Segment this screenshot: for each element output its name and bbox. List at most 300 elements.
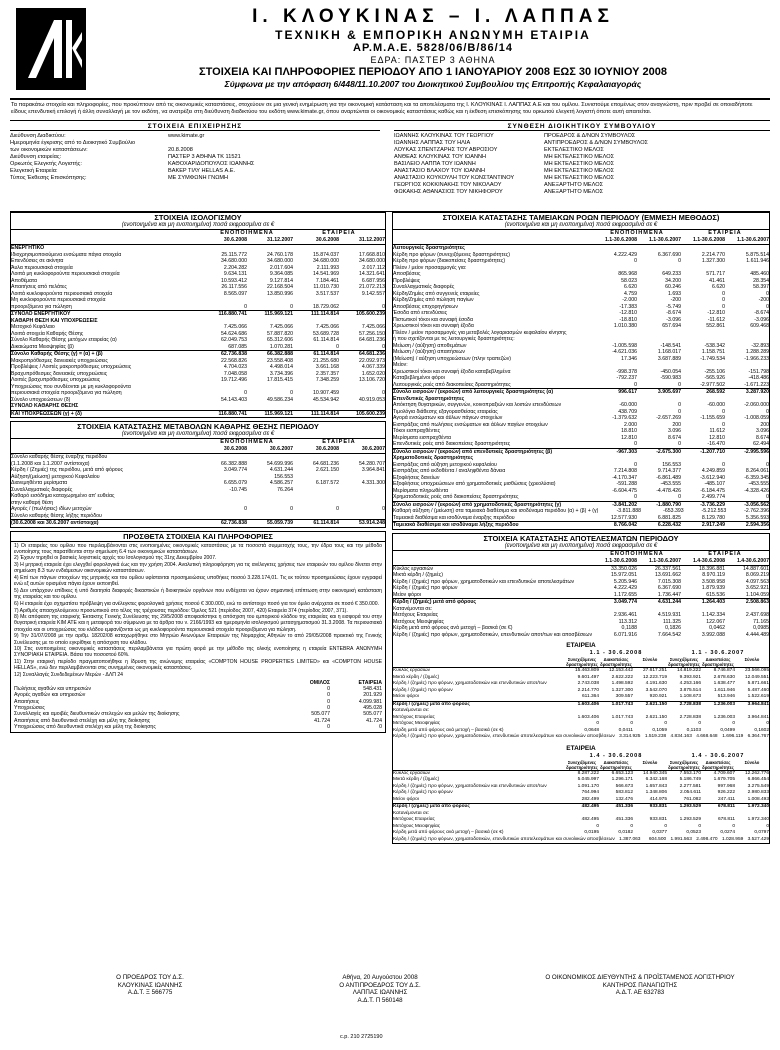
row-value: 3.661.168 [315, 364, 339, 370]
sig-id: Α.Δ.Τ. Ξ 566775 [127, 989, 173, 996]
row-value: 2.743.038 [577, 681, 599, 686]
registry-number: ΑΡ.Μ.Α.Ε. 5828/06/Β/86/14 [353, 42, 513, 54]
row-value: 926.222 [717, 790, 735, 795]
row-value: 0 [382, 390, 385, 396]
row-value: -3.841.202 [612, 501, 637, 508]
row-value: 3.287.920 [745, 389, 769, 395]
row-value: 22.168.504 [267, 284, 293, 290]
row-value: 566.673 [615, 783, 633, 789]
row-label: Μετοχικό Κεφάλαιο [11, 324, 55, 330]
row-value: -3.096 [754, 316, 769, 323]
info-row [394, 168, 770, 175]
row-value: 2.621.150 [645, 714, 667, 720]
row-value: 2.017.112 [362, 264, 385, 271]
group-spacer [393, 551, 593, 558]
column-group-header [11, 439, 385, 446]
row-value: 1.879.939 [701, 585, 725, 591]
row-value: 6.071.916 [613, 631, 637, 638]
group-consolidated: ΕΝΟΠΟΙΗΜΕΝΑ [610, 230, 664, 236]
row-value: 71.165 [753, 618, 769, 625]
row-value: 26.337.561 [655, 565, 681, 572]
row-label: ΚΑΙ ΥΠΟΧΡΕΩΣΕΩΝ (γ) + (δ) [11, 410, 82, 417]
info-row [394, 147, 770, 154]
equity-title: ΣΤΟΙΧΕΙΑ ΚΑΤΑΣΤΑΣΗΣ ΜΕΤΑΒΟΛΩΝ ΚΑΘΑΡΗΣ ΘΕΣΗΣ ΠΕΡΙΟΔΟΥ [77, 422, 319, 431]
row-value: 58.397 [753, 284, 769, 290]
row-value: 1.327.300 [611, 687, 633, 693]
row-value: -591.288 [616, 481, 637, 487]
row-value: -1.155.659 [700, 415, 725, 421]
block-column-header: Διακοπείσες δραστηριότητες [600, 657, 632, 667]
row-value: 8.069.219 [745, 572, 769, 578]
row-value: 27.617.251 [642, 668, 667, 673]
notes-title: ΠΡΟΣΘΕΤΑ ΣΤΟΙΧΕΙΑ ΚΑΙ ΠΛΗΡΟΦΟΡΙΕΣ [11, 532, 385, 542]
company-subtitle: ΤΕΧΝΙΚΗ & ΕΜΠΟΡΙΚΗ ΑΝΩΝΥΜΗ ΕΤΑΙΡΙΑ [275, 28, 591, 42]
block-group-2: 1.1 - 30.6.2007 [691, 650, 745, 656]
row-value: 0 [664, 721, 667, 726]
info-row [10, 133, 380, 140]
row-value: 3.964.841 [361, 467, 385, 473]
row-value: 1.293.529 [679, 804, 701, 809]
row-value: 3.508.958 [701, 578, 725, 585]
row-value: 0 [766, 823, 769, 829]
row-value: -6.861.489 [656, 474, 681, 481]
row-value: 60.246 [665, 284, 681, 290]
row-label: Κέρδη / (ζημιές) μετά από φόρους [393, 804, 470, 809]
row-value: 1.603.406 [577, 714, 599, 720]
row-value: 8.970.119 [702, 572, 725, 578]
row-value: -16.470 [707, 441, 725, 447]
row-value: 66.382.888 [221, 460, 247, 467]
row-value: -418.486 [748, 375, 769, 381]
row-label: Βραχυπρόθεσμες δανειακές υποχρεώσεις [11, 370, 108, 377]
row-value: 17.668.810 [359, 251, 385, 258]
row-value: -11.612 [707, 316, 725, 323]
row-value: 156.553 [274, 473, 293, 480]
row-label: Συναλλαγματικές διαφορές [11, 486, 73, 493]
row-label: Άυλα περιουσιακά στοιχεία [11, 264, 73, 271]
row-value: 997.968 [717, 783, 735, 789]
rp-company-value: 548.431 [363, 686, 382, 693]
row-value: 4.067.339 [361, 364, 385, 370]
row-value: 0 [630, 823, 633, 829]
row-value: 0 [732, 823, 735, 829]
row-value: 6.367.690 [657, 585, 681, 591]
company-address: ΕΔΡΑ: ΠΑΣΤΕΡ 3 ΑΘΗΝΑ [370, 55, 496, 65]
block-row [393, 797, 769, 804]
row-value: 2.054.611 [680, 790, 701, 795]
row-value: -151.798 [748, 368, 769, 375]
row-value: -8.674 [754, 310, 769, 316]
row-label: Πιστωτικοί τόκοι και συναφή έσοδα [393, 316, 473, 323]
row-value: 61.114.814 [313, 351, 339, 357]
row-label: Χρεωστικοί τόκοι και συναφή έξοδα [393, 323, 474, 329]
row-value: 1.498.592 [611, 681, 633, 686]
row-value: 64.681.236 [359, 351, 385, 357]
row-value: 8.129.780 [701, 514, 725, 521]
row-value: 0,0499 [720, 727, 735, 733]
row-value: 18.810 [621, 428, 637, 434]
row-value: 438.709 [618, 408, 637, 415]
row-value: 247.411 [718, 796, 735, 802]
row-value: 6.866.454 [747, 777, 769, 782]
row-value: 7.425.066 [269, 324, 293, 330]
row-value: 4.253.166 [679, 681, 701, 686]
info-value: ΑΝΤΙΠΡΟΕΔΡΟΣ & Δ/ΝΩΝ ΣΥΜΒΟΥΛΟΣ [544, 140, 648, 146]
group-consolidated: ΕΝΟΠΟΙΗΜΕΝΑ [610, 550, 664, 557]
row-value: -2.060.000 [744, 402, 769, 408]
info-value: ΕΚΤΕΛΕΣΤΙΚΟ ΜΕΛΟΣ [544, 147, 604, 153]
intro-text: Τα παρακάτω στοιχεία και πληροφορίες, που προκύπτουν από τις οικονομικές καταστάσεις, στοχεύουν σε μια γενική ενημέρωση για την οικονομική κατάσταση και τα αποτελέσματα της Ι. ΚΛΟΥΚΙΝΑΣ Ι. ΛΑΠΠΑΣ Α.Ε και του ομίλου. Συνιστούμε επομένως στον αναγνώστη, πριν προβεί σε οποιαδήποτε είδους επενδυτική επιλογή ή άλλη συναλλαγή με τον εκδότη, να ανατρέξει στη διεύθυνση διαδικτύου του εκδότη www.kimate.gr, όπου αναρτώνται οι οικονομικές καταστάσεις καθώς και η έκθεση επισκόπησης του ορκωτού ελεγκτή λογιστή όποτε αυτή απαιτείται. [10, 100, 770, 121]
signature-chairman [50, 974, 250, 997]
row-value [201, 403, 247, 410]
row-value: 0,0182 [618, 830, 633, 835]
note-paragraph: 8) Με απόφαση της εταιρικής Έκτακτης Γενικής Συνέλευσης της 29/5/2008 αποφασίστηκε η απόσχιση του εμπορικού κλάδου της εταιρείας και η εισφορά του στην θυγατρική εταιρεία ΚΙΜ ΑΤΕ και η μεταφορά του σύμφωνα με τα άρθρα του ν. 2166/1993 και ημερομηνία ισολογισμού μετασχηματισμού 31.3.2008. Τα περιουσιακά στοιχεία και οι υποχρεώσεις του κλάδου εμφανίζονται ως μη κυκλοφορούντα περιουσιακά στοιχεία προοριζόμενα για πώληση. [14, 614, 382, 633]
row-value: 18.729.062 [313, 303, 339, 310]
row-value: 1.236.003 [713, 714, 735, 720]
block-row [393, 837, 769, 844]
row-value: 649.233 [662, 271, 681, 277]
row-label: Κέρδη / (ζημιές) προ φόρων [393, 790, 453, 795]
logo-mark-icon [16, 8, 86, 90]
row-value: 15.972.051 [611, 572, 637, 578]
table-row [11, 350, 385, 358]
row-value: 2.621.150 [645, 701, 667, 707]
info-value: ΑΝΕΞΑΡΤΗΤΟ ΜΕΛΟΣ [544, 189, 604, 195]
row-value: 0 [722, 290, 725, 297]
row-value: 200 [672, 421, 681, 428]
row-value: 9.142.557 [361, 290, 385, 297]
row-label: Διανεμηθέντα μερίσματα [11, 480, 68, 486]
info-row [394, 161, 770, 168]
row-value: 0 [678, 494, 681, 500]
column-group-header [11, 230, 385, 237]
row-value: 22.568.826 [221, 357, 247, 364]
rp-group-value: 0 [327, 723, 330, 730]
row-value: 11.010.730 [313, 284, 339, 290]
row-label: (Μείωση) / αύξηση υποχρεώσεων (πλην τραπεζών) [393, 355, 512, 362]
row-value: 604.500 [648, 836, 667, 842]
row-value: 0 [722, 421, 725, 428]
column-header: 30.6.2007 [269, 446, 293, 452]
row-label: Σύνολο εισροών / (εκροών) από επενδυτικές δραστηριότητες (β) [393, 448, 553, 455]
group-company: ΕΤΑΙΡΕΙΑ [708, 230, 742, 236]
rp-label: Υποχρεώσεις [14, 704, 45, 711]
row-value: 1.168.017 [657, 349, 681, 355]
row-value: 7.214.808 [613, 468, 637, 474]
row-value: 482.495 [581, 817, 599, 822]
row-label: Απόκτηση θυγατρικών, συγγενών, κοινοπραξιών και λοιπών επενδύσεων [393, 402, 562, 408]
row-value: -4.478.426 [656, 487, 681, 494]
row-value: 0,0195 [584, 830, 599, 835]
info-row [394, 140, 770, 147]
row-value: 6.367.690 [657, 251, 681, 258]
row-value: 25.115.772 [221, 251, 247, 258]
row-value: 1.611.946 [714, 687, 735, 693]
row-value: 0 [722, 461, 725, 468]
row-label: Συναλλαγματικές διαφορές [393, 284, 455, 290]
row-value: 1.348.806 [645, 790, 667, 795]
row-value: 24.760.178 [267, 251, 293, 258]
row-value: -1.671.223 [744, 381, 769, 388]
row-value: 10.907.459 [313, 390, 339, 396]
row-label: ΚΑΘΑΡΗ ΘΕΣΗ ΚΑΙ ΥΠΟΧΡΕΩΣΕΙΣ [11, 317, 98, 324]
table-row [393, 501, 769, 509]
row-value: 0,1059 [652, 727, 667, 733]
row-value: 3.049.774 [223, 467, 247, 473]
printer-code: c.p. 210 2725190 [340, 1034, 383, 1040]
row-label: Ταμειακά διαθέσιμα και ισοδύναμα λήξης περιόδου [393, 522, 519, 528]
row-value: -538.342 [704, 342, 725, 349]
row-value: 15.874.037 [313, 251, 339, 258]
info-key: Διεύθυνση εταιρείας: [10, 154, 62, 160]
table-row [393, 521, 769, 529]
sig-role: Ο ΑΝΤΙΠΡΟΕΔΡΟΣ ΤΟΥ Δ.Σ. [339, 981, 421, 989]
row-value: 4.331.300 [361, 480, 385, 486]
row-value: 65.312.606 [267, 337, 293, 343]
row-value: -3.056.562 [744, 501, 769, 508]
info-value: ΜΕ ΣΥΜΦΩΝΗ ΓΝΩΜΗ [168, 175, 229, 181]
rp-company-value: 41.724 [366, 717, 382, 724]
row-value: 0 [722, 297, 725, 303]
row-value: 7.015.308 [657, 578, 681, 585]
row-value: -12.810 [707, 310, 725, 316]
row-value: 13.691.662 [655, 572, 681, 578]
row-value: 5.045.997 [577, 777, 599, 782]
row-label: Κέρδη προ φόρων (συνεχιζόμενες δραστηριότητες) [393, 251, 511, 258]
row-value [293, 513, 339, 520]
row-value: 482.495 [581, 804, 599, 809]
row-label: Προβλέψεις [393, 277, 421, 284]
row-value: 57.256.150 [359, 330, 385, 337]
row-value: -148.541 [660, 342, 681, 349]
row-label: Μετόχους Εταιρείας [393, 714, 435, 720]
row-value: 41.461 [709, 277, 725, 284]
row-value: 6.620 [624, 284, 637, 290]
row-value: -485.107 [704, 481, 725, 487]
row-value: 1.387.063 [619, 836, 641, 842]
sig-id: Α.Δ.Τ. Π 560148 [357, 996, 403, 1004]
row-label: Πλέον / μείον προσαρμογές για μεταβολές λογαριασμών κεφαλαίου κίνησης [393, 329, 567, 336]
row-value: 0 [766, 721, 769, 726]
row-label: Τόκοι εισπραχθέντες [393, 428, 441, 434]
row-value: 12.262.776 [744, 770, 769, 776]
column-header-row [11, 237, 385, 245]
row-value: 4.444.489 [745, 631, 769, 638]
row-value: 1.293.529 [679, 817, 701, 822]
row-value: 2.936.461 [613, 612, 637, 618]
row-value: -3.096 [666, 316, 681, 323]
row-value: -453.555 [660, 481, 681, 487]
row-value: 14.819.222 [676, 668, 701, 673]
row-value: 5.875.514 [745, 251, 769, 258]
info-value: ΠΡΟΕΔΡΟΣ & Δ/ΝΩΝ ΣΥΜΒΟΥΛΟΣ [544, 133, 636, 139]
row-value: -653.393 [663, 508, 684, 514]
row-value: 8.565.097 [223, 290, 247, 297]
row-label: Κέρδη/Ζημίες από συγγενείς εταιρείες [393, 290, 480, 297]
row-value: -1.008.059 [744, 415, 769, 421]
row-label: Μικτά κέρδη / (ζημιές) [393, 674, 440, 680]
info-key: ΙΩΑΝΝΗΣ ΛΑΠΠΑΣ ΤΟΥ ΗΛΙΑ [394, 140, 471, 146]
row-value: 45.534.942 [313, 396, 339, 403]
period-title: ΣΤΟΙΧΕΙΑ ΚΑΙ ΠΛΗΡΟΦΟΡΙΕΣ ΠΕΡΙΟΔΟΥ ΑΠΟ 1 ΙΑΝΟΥΑΡΙΟΥ 2008 ΕΩΣ 30 ΙΟΥΝΙΟΥ 2008 [199, 66, 667, 78]
row-label: Εισπράξεις από εκδοθέντα / αναληφθέντα δάνεια [393, 468, 506, 474]
row-value: -450.054 [660, 368, 681, 375]
row-label: Σύνολο εισροών / (εκροών) από λειτουργικές δραστηριότητες (α) [393, 389, 554, 395]
row-value: 0 [382, 343, 385, 350]
row-value: 12.810 [709, 434, 725, 441]
rp-label: Απαιτήσεις [14, 698, 40, 705]
row-value: 513.946 [717, 694, 735, 699]
row-value: 2.499.774 [701, 494, 725, 500]
row-value: 4.834.163 [670, 734, 692, 739]
row-value: 5.871.661 [747, 681, 769, 686]
row-value: -3.811.888 [616, 508, 641, 514]
row-value: 2.277.581 [679, 783, 701, 789]
row-value: 4.759 [624, 290, 637, 297]
company-info-section [10, 123, 380, 182]
group-company: ΕΤΑΙΡΕΙΑ [708, 550, 742, 557]
row-value: 583.812 [615, 790, 633, 795]
info-row [10, 147, 380, 154]
row-label: Κέρδη / (ζημιές) μετά από φόρους [393, 599, 477, 605]
row-value: 8.674 [756, 434, 769, 441]
row-value: 609.468 [750, 323, 769, 329]
table-row [11, 403, 385, 410]
column-group-header [393, 551, 769, 558]
info-value: ΑΝΕΞΑΡΤΗΤΟ ΜΕΛΟΣ [544, 182, 604, 188]
row-value: 3.905.697 [657, 389, 681, 395]
row-value: 53.689.728 [313, 330, 339, 337]
column-group-header [393, 230, 769, 237]
row-value: 933.831 [649, 817, 667, 822]
row-label: Κέρδη / (ζημιές) προ φόρων [393, 585, 458, 591]
row-value: 17.815.415 [267, 377, 293, 383]
row-value: -255.106 [704, 368, 725, 375]
row-value: 4.222.429 [613, 251, 637, 258]
row-value: -2.995.596 [744, 448, 769, 455]
row-value: 6.342.168 [645, 777, 667, 782]
row-value: 3.096 [668, 428, 681, 434]
row-label: Λειτουργικές δραστηριότητες [393, 245, 465, 251]
note-paragraph: 7) Αριθμός απασχολούμενου προσωπικού στο τέλος της τρέχουσας περιόδου: Όμιλος 521 (περίοδος 2007, 420) Εταιρεία 374 (περίοδος 2007, 371). [14, 607, 348, 614]
row-value: 0 [596, 823, 599, 829]
row-value: 1.010.380 [613, 323, 637, 329]
row-value: 62.736.838 [221, 520, 247, 526]
row-label: Μικτά κέρδη / (ζημιές) [393, 777, 440, 782]
row-value: 62.049.753 [221, 337, 247, 343]
row-value: 54.143.403 [221, 396, 247, 403]
row-value: 5.205.946 [613, 578, 637, 585]
row-value: 1.104.059 [745, 591, 769, 598]
row-value: -18.810 [619, 316, 637, 323]
row-value: -200 [758, 297, 769, 303]
row-value: 76.264 [277, 486, 293, 493]
row-value: 34.680.000 [221, 258, 247, 264]
row-label: Αποθέματα [11, 277, 38, 284]
row-value: 3.049.774 [613, 599, 637, 605]
row-label: Κέρδη / (Ζημιές) της περιόδου, μετά από φόρους [11, 467, 124, 473]
row-label: Μερίσματα εισπραχθέντα [393, 434, 452, 441]
row-value: -6.359.345 [744, 474, 769, 481]
row-value: 1.972.340 [747, 804, 769, 809]
row-value: 6.364.767 [747, 734, 769, 739]
row-value: 6.687.956 [361, 277, 385, 284]
row-value: 1.070.281 [269, 343, 293, 350]
row-label: Μετόχους Εταιρείας [393, 817, 435, 822]
row-label: (1.1.2008 και 1.1.2007 αντίστοιχα) [11, 460, 90, 467]
row-label: Μείωση / (αύξηση) αποθεμάτων [393, 342, 467, 349]
row-value: 0 [290, 390, 293, 396]
group-spacer [11, 230, 201, 237]
row-value: 33.350.026 [611, 565, 637, 572]
column-header: 1.1-30.6.2008 [604, 237, 637, 243]
group-company: ΕΤΑΙΡΕΙΑ [322, 439, 356, 445]
info-key: ΓΕΩΡΓΙΟΣ ΚΟΚΚΙΝΑΚΗΣ ΤΟΥ ΝΙΚΟΛΑΟΥ [394, 182, 502, 188]
row-label: Κέρδη / (ζημιές) προ φόρων, χρηματοδοτικών και επενδυτικών αποτ/των [393, 681, 547, 686]
row-label: Κέρδη προ φόρων (διακοπείσες δραστηριότητες) [393, 258, 506, 264]
rp-group-value: 0 [327, 698, 330, 705]
block-header-row [393, 760, 769, 771]
row-label: Κέρδη / (ζημιές) προ φόρων, χρηματοδοτικών και επενδυτικών αποτ/των [393, 783, 547, 789]
row-value: 0 [678, 441, 681, 447]
row-value: 13.850.996 [267, 290, 293, 297]
row-value: 12.223.719 [642, 674, 667, 680]
row-label: Κέρδη / (ζημιές) προ φόρων [393, 687, 453, 693]
row-label: Μερίσματα πληρωθέντα [393, 487, 449, 494]
note-paragraph: 5) Δεν υπάρχουν επίδικες ή υπό διαιτησία διαφορές δικαστικών ή διοικητικών οργάνων που ενδέχεται να έχουν σημαντική επίπτωση στην οικονομική κατάσταση της εταιρείας και του ομίλου. [14, 587, 382, 601]
info-value [168, 140, 380, 147]
row-value: 122.067 [706, 618, 725, 625]
row-value: 4.631.244 [657, 599, 681, 605]
table-row [11, 310, 385, 318]
row-label: Αγορά ενσώματων και άϋλων πάγιων στοιχείων [393, 415, 503, 421]
column-header: 31.12.2007 [267, 237, 293, 243]
row-value: 12.153.442 [608, 668, 633, 673]
row-value: -32.893 [751, 342, 769, 349]
row-value: -2.657.269 [656, 415, 681, 421]
sig-role: Ο ΠΡΟΕΔΡΟΣ ΤΟΥ Δ.Σ. [116, 974, 184, 981]
row-value: 552.861 [706, 323, 725, 329]
row-label: Ταμειακά διαθέσιμα και ισοδύναμα έναρξης περιόδου [393, 514, 515, 521]
row-value: 2.508.863 [745, 599, 769, 605]
rp-group-value: 41.724 [314, 717, 330, 724]
row-value: 0 [630, 721, 633, 726]
row-value: 920.921 [649, 694, 667, 699]
company-logo [16, 8, 86, 90]
cashflow-title: ΣΤΟΙΧΕΙΑ ΚΑΤΑΣΤΑΣΗΣ ΤΑΜΕΙΑΚΩΝ ΡΟΩΝ ΠΕΡΙΟΔΟΥ (ΕΜΜΕΣΗ ΜΕΘΟΔΟΣ) [442, 213, 720, 222]
row-value: 0 [766, 461, 769, 468]
row-label: Χρεωστικοί τόκοι και συναφή έξοδα καταβεβλημένα [393, 368, 511, 375]
row-value: 0 [634, 441, 637, 447]
row-value: 1.028.959 [721, 836, 744, 842]
row-value: -17.383 [619, 303, 637, 310]
row-label: Καθαρή αύξηση / (μείωση) στα ταμειακά διαθέσιμα και ισοδύναμα περιόδου (α) + (β) + (γ) [393, 508, 599, 514]
row-value: -2.675.300 [656, 448, 681, 455]
row-label: Χρηματοδοτικές δραστηριότητες [393, 455, 474, 461]
row-value: 0 [766, 303, 769, 310]
sig-id: Α.Δ.Τ. ΑΕ 632783 [615, 989, 665, 996]
row-label: Επενδυτικές ροές από διακοπείσες δραστηριότητες [393, 441, 511, 447]
sig-name: ΚΑΝΤΗΡΟΣ ΠΑΝΑΓΙΩΤΗΣ [602, 981, 678, 989]
row-value: 3.992.088 [701, 631, 725, 638]
row-label: Μετόχους Μειοψηφίας [393, 618, 444, 625]
info-row [10, 175, 380, 182]
income-title: ΣΤΟΙΧΕΙΑ ΚΑΤΑΣΤΑΣΗΣ ΑΠΟΤΕΛΕΣΜΑΤΩΝ ΠΕΡΙΟΔΟΥ [483, 533, 679, 543]
row-value: 0 [698, 823, 701, 829]
column-header: 1.1-30.6.2007 [736, 237, 769, 243]
info-value: ΜΗ ΕΚΤΕΛΕΣΤΙΚΟ ΜΕΛΟΣ [544, 168, 615, 174]
row-value: 485.460 [750, 271, 769, 277]
